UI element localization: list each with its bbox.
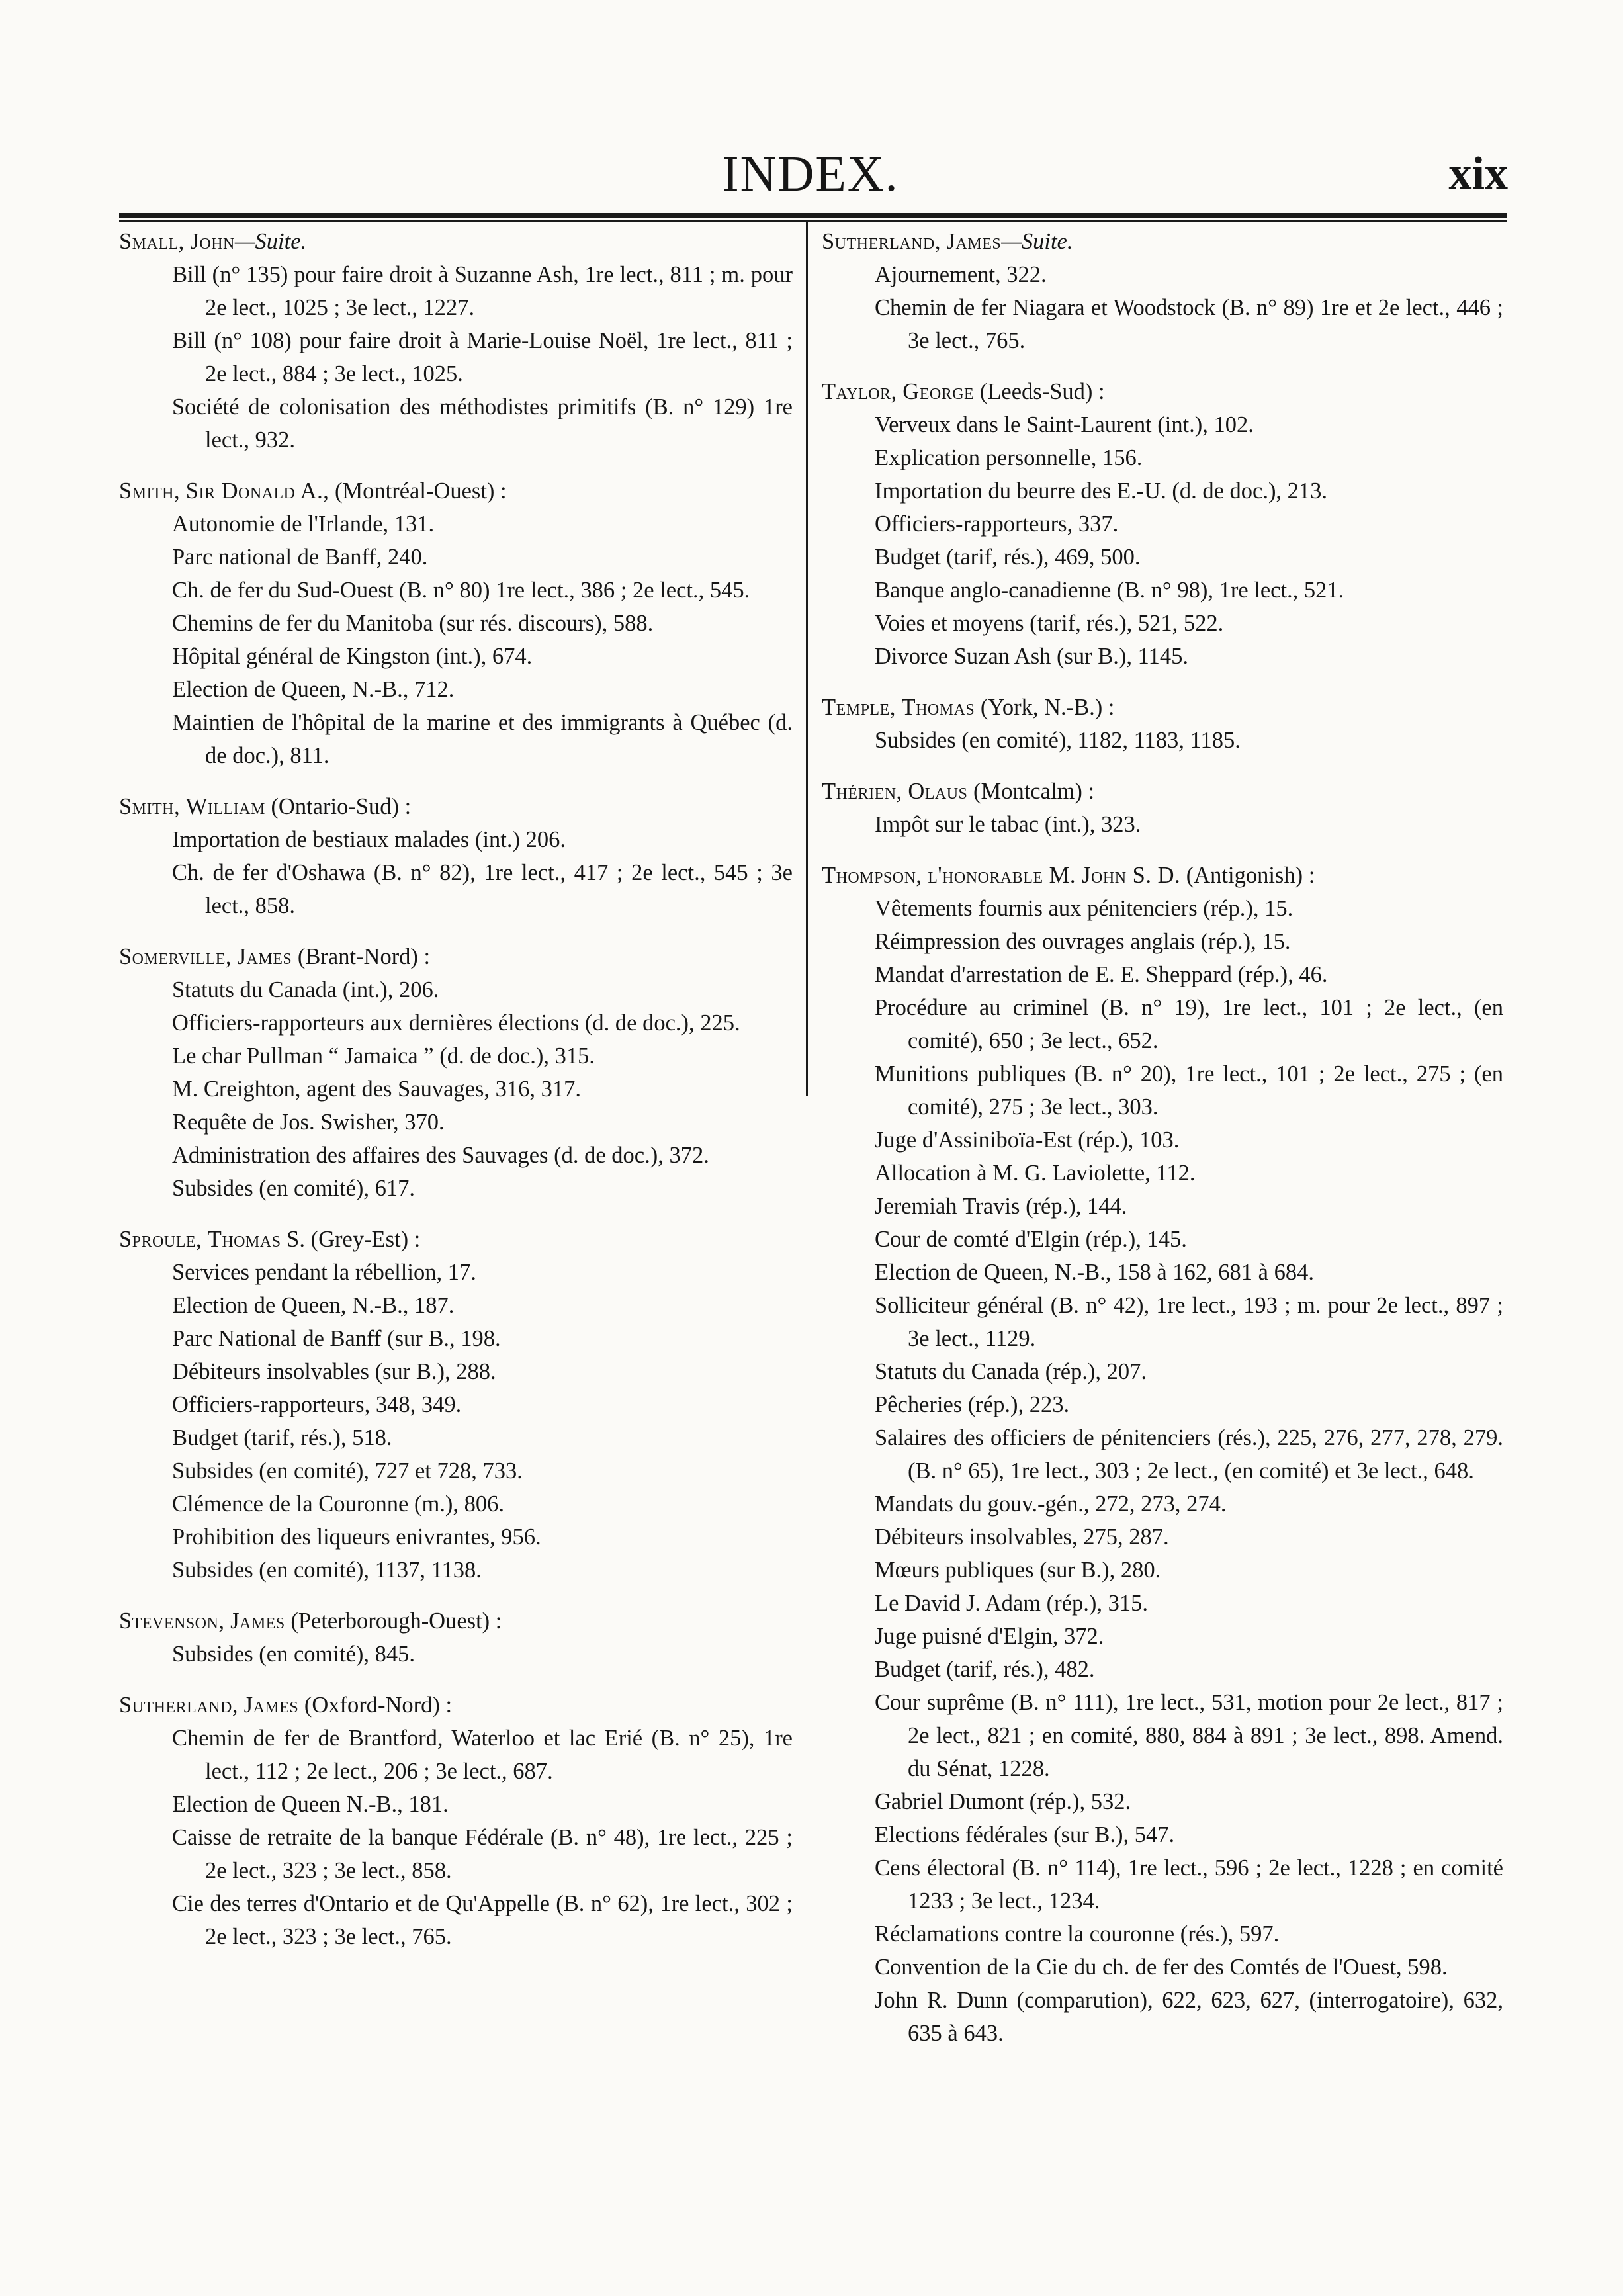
entry-item: Elections fédérales (sur B.), 547. bbox=[875, 1822, 1175, 1847]
entry-item: Budget (tarif, rés.), 518. bbox=[172, 1425, 392, 1450]
entry-heading bbox=[119, 1223, 793, 1256]
entry-given-name: George bbox=[902, 379, 975, 404]
entry-item: Munitions publiques (B. n° 20), 1re lect., 101 ; 2e lect., 275 ; (en comité), 275 ; 3e lect., 303. bbox=[875, 1061, 1503, 1120]
entry-item: Verveux dans le Saint-Laurent (int.), 102. bbox=[875, 412, 1254, 437]
entry-item: Explication personnelle, 156. bbox=[875, 445, 1143, 470]
entry-riding: (Leeds-Sud) : bbox=[979, 379, 1105, 404]
entry-item: Officiers-rapporteurs aux dernières élections (d. de doc.), 225. bbox=[172, 1010, 740, 1036]
entry-heading bbox=[119, 474, 793, 508]
entry-heading bbox=[119, 1605, 793, 1638]
entry-given-name: John bbox=[190, 229, 235, 254]
entry-item: Chemins de fer du Manitoba (sur rés. discours), 588. bbox=[172, 611, 654, 636]
entry-riding: (Montréal-Ouest) : bbox=[335, 478, 507, 504]
entry-item: Subsides (en comité), 1137, 1138. bbox=[172, 1558, 482, 1583]
entry-given-name: William bbox=[185, 794, 265, 819]
entry-suite: —Suite. bbox=[234, 229, 307, 254]
index-entry bbox=[822, 859, 1503, 2050]
entry-item: Vêtements fournis aux pénitenciers (rép.), 15. bbox=[875, 896, 1294, 921]
entry-item: Voies et moyens (tarif, rés.), 521, 522. bbox=[875, 611, 1224, 636]
entry-given-name: Olaus bbox=[908, 779, 968, 804]
entry-item: Chemin de fer de Brantford, Waterloo et lac Erié (B. n° 25), 1re lect., 112 ; 2e lect., 206 ; 3e lect., 687. bbox=[172, 1726, 793, 1784]
entry-item: Prohibition des liqueurs enivrantes, 956. bbox=[172, 1524, 541, 1550]
entry-surname: Temple, bbox=[822, 695, 896, 720]
entry-riding: (Ontario-Sud) : bbox=[271, 794, 412, 819]
entry-item: Mœurs publiques (sur B.), 280. bbox=[875, 1558, 1161, 1583]
entry-heading bbox=[119, 225, 793, 258]
header-rule bbox=[119, 213, 1507, 218]
index-entry bbox=[119, 940, 793, 1205]
entry-item: Impôt sur le tabac (int.), 323. bbox=[875, 812, 1141, 837]
entry-item: Parc national de Banff, 240. bbox=[172, 545, 428, 570]
entry-surname: Sutherland, bbox=[119, 1693, 238, 1718]
entry-item: Administration des affaires des Sauvages (d. de doc.), 372. bbox=[172, 1143, 709, 1168]
entry-item: Procédure au criminel (B. n° 19), 1re lect., 101 ; 2e lect., (en comité), 650 ; 3e lect., 652. bbox=[875, 995, 1503, 1053]
index-column-left bbox=[119, 225, 793, 1971]
entry-item: Réclamations contre la couronne (rés.), 597. bbox=[875, 1921, 1280, 1947]
entry-item: Statuts du Canada (rép.), 207. bbox=[875, 1359, 1147, 1384]
entry-heading bbox=[822, 225, 1503, 258]
entry-item: Divorce Suzan Ash (sur B.), 1145. bbox=[875, 644, 1188, 669]
entry-heading bbox=[119, 940, 793, 973]
entry-given-name: Thomas bbox=[207, 1227, 281, 1252]
column-separator bbox=[806, 220, 808, 1096]
entry-item: Subsides (en comité), 845. bbox=[172, 1642, 415, 1667]
entry-given-name: Sir Donald A., bbox=[185, 478, 329, 504]
entry-item: Hôpital général de Kingston (int.), 674. bbox=[172, 644, 533, 669]
entry-item: Gabriel Dumont (rép.), 532. bbox=[875, 1789, 1131, 1814]
entry-item: Election de Queen, N.-B., 187. bbox=[172, 1293, 455, 1318]
entry-riding: (Peterborough-Ouest) : bbox=[290, 1609, 502, 1634]
index-entry bbox=[119, 790, 793, 922]
entry-given-name: Thomas bbox=[901, 695, 975, 720]
entry-item: Débiteurs insolvables, 275, 287. bbox=[875, 1524, 1169, 1550]
entry-heading bbox=[822, 375, 1503, 408]
index-entry bbox=[822, 225, 1503, 357]
entry-item: Mandat d'arrestation de E. E. Sheppard (rép.), 46. bbox=[875, 962, 1328, 987]
entry-item: Allocation à M. G. Laviolette, 112. bbox=[875, 1161, 1196, 1186]
entry-item: Autonomie de l'Irlande, 131. bbox=[172, 511, 435, 537]
index-entry bbox=[119, 1223, 793, 1587]
entry-item: Subsides (en comité), 727 et 728, 733. bbox=[172, 1458, 523, 1483]
entry-heading bbox=[822, 859, 1503, 892]
entry-item: Ch. de fer d'Oshawa (B. n° 82), 1re lect., 417 ; 2e lect., 545 ; 3e lect., 858. bbox=[172, 860, 793, 918]
entry-item: Cens électoral (B. n° 114), 1re lect., 596 ; 2e lect., 1228 ; en comité 1233 ; 3e lect., 1234. bbox=[875, 1855, 1503, 1914]
entry-item: Budget (tarif, rés.), 469, 500. bbox=[875, 545, 1141, 570]
entry-item: Bill (n° 135) pour faire droit à Suzanne Ash, 1re lect., 811 ; m. pour 2e lect., 1025 ; 3e lect., 1227. bbox=[172, 262, 793, 320]
entry-heading bbox=[119, 1689, 793, 1722]
entry-item: Chemin de fer Niagara et Woodstock (B. n° 89) 1re et 2e lect., 446 ; 3e lect., 765. bbox=[875, 295, 1503, 353]
entry-item: Officiers-rapporteurs, 348, 349. bbox=[172, 1392, 462, 1417]
entry-item: Cie des terres d'Ontario et de Qu'Appelle (B. n° 62), 1re lect., 302 ; 2e lect., 323 ; 3e lect., 765. bbox=[172, 1891, 793, 1949]
entry-surname: Smith, bbox=[119, 478, 181, 504]
entry-item: Budget (tarif, rés.), 482. bbox=[875, 1657, 1095, 1682]
entry-item: Officiers-rapporteurs, 337. bbox=[875, 511, 1119, 537]
page-number: xix bbox=[1448, 148, 1508, 199]
entry-item: Mandats du gouv.-gén., 272, 273, 274. bbox=[875, 1491, 1227, 1517]
index-entry bbox=[119, 1689, 793, 1953]
entry-surname: Sutherland, bbox=[822, 229, 941, 254]
entry-item: M. Creighton, agent des Sauvages, 316, 317. bbox=[172, 1077, 582, 1102]
entry-surname: Stevenson, bbox=[119, 1609, 225, 1634]
entry-surname: Taylor, bbox=[822, 379, 897, 404]
entry-item: Convention de la Cie du ch. de fer des Comtés de l'Ouest, 598. bbox=[875, 1955, 1448, 1980]
entry-item: Pêcheries (rép.), 223. bbox=[875, 1392, 1070, 1417]
entry-item: Requête de Jos. Swisher, 370. bbox=[172, 1110, 445, 1135]
entry-item: Cour de comté d'Elgin (rép.), 145. bbox=[875, 1227, 1187, 1252]
entry-heading bbox=[822, 775, 1503, 808]
entry-riding: (Montcalm) : bbox=[973, 779, 1095, 804]
entry-riding: (Antigonish) : bbox=[1186, 863, 1315, 888]
entry-given-name: James bbox=[237, 944, 292, 969]
entry-item: Solliciteur général (B. n° 42), 1re lect., 193 ; m. pour 2e lect., 897 ; 3e lect., 1129. bbox=[875, 1293, 1503, 1351]
header-rule-thin bbox=[119, 220, 1507, 222]
entry-item: Caisse de retraite de la banque Fédérale (B. n° 48), 1re lect., 225 ; 2e lect., 323 ; 3e lect., 858. bbox=[172, 1825, 793, 1883]
entry-item: Le David J. Adam (rép.), 315. bbox=[875, 1591, 1148, 1616]
entry-item: Débiteurs insolvables (sur B.), 288. bbox=[172, 1359, 496, 1384]
entry-item: Le char Pullman “ Jamaica ” (d. de doc.), 315. bbox=[172, 1043, 595, 1069]
entry-item: Jeremiah Travis (rép.), 144. bbox=[875, 1194, 1127, 1219]
index-entry bbox=[822, 775, 1503, 841]
index-entry bbox=[822, 691, 1503, 757]
entry-surname: Somerville, bbox=[119, 944, 232, 969]
entry-surname: Smith, bbox=[119, 794, 181, 819]
entry-item: Réimpression des ouvrages anglais (rép.), 15. bbox=[875, 929, 1291, 954]
entry-item: Election de Queen N.-B., 181. bbox=[172, 1792, 449, 1817]
entry-surname: Small, bbox=[119, 229, 185, 254]
entry-given-name: James bbox=[230, 1609, 285, 1634]
entry-item: Ch. de fer du Sud-Ouest (B. n° 80) 1re lect., 386 ; 2e lect., 545. bbox=[172, 578, 750, 603]
entry-given-name: James bbox=[243, 1693, 299, 1718]
entry-item: Société de colonisation des méthodistes primitifs (B. n° 129) 1re lect., 932. bbox=[172, 394, 793, 453]
entry-surname: Sproule, bbox=[119, 1227, 202, 1252]
entry-item: Ajournement, 322. bbox=[875, 262, 1047, 287]
entry-heading bbox=[119, 790, 793, 823]
entry-item: Parc National de Banff (sur B., 198. bbox=[172, 1326, 501, 1351]
entry-riding: (York, N.-B.) : bbox=[980, 695, 1115, 720]
entry-riding: S. (Grey-Est) : bbox=[286, 1227, 421, 1252]
entry-item: Juge puisné d'Elgin, 372. bbox=[875, 1624, 1104, 1649]
page-header bbox=[0, 144, 1623, 204]
entry-item: Importation du beurre des E.-U. (d. de doc.), 213. bbox=[875, 478, 1328, 504]
entry-item: Statuts du Canada (int.), 206. bbox=[172, 977, 439, 1002]
index-entry bbox=[822, 375, 1503, 673]
entry-riding: (Oxford-Nord) : bbox=[304, 1693, 453, 1718]
index-entry bbox=[119, 225, 793, 457]
entry-item: Importation de bestiaux malades (int.) 206. bbox=[172, 827, 566, 852]
entry-suite: —Suite. bbox=[1001, 229, 1073, 254]
entry-surname: Thompson, bbox=[822, 863, 922, 888]
entry-item: Juge d'Assiniboïa-Est (rép.), 103. bbox=[875, 1127, 1180, 1153]
index-column-right bbox=[822, 225, 1503, 2068]
index-entry bbox=[119, 474, 793, 772]
entry-item: Subsides (en comité), 1182, 1183, 1185. bbox=[875, 728, 1241, 753]
entry-item: Subsides (en comité), 617. bbox=[172, 1176, 415, 1201]
index-entry bbox=[119, 1605, 793, 1671]
entry-given-name: l'honorable M. John S. D. bbox=[928, 863, 1181, 888]
entry-item: Banque anglo-canadienne (B. n° 98), 1re lect., 521. bbox=[875, 578, 1344, 603]
entry-item: Cour suprême (B. n° 111), 1re lect., 531, motion pour 2e lect., 817 ; 2e lect., 821 ; en comité, 880, 884 à 891 ; 3e lect., 898. Amend. du Sénat, 1228. bbox=[875, 1690, 1503, 1781]
entry-heading bbox=[822, 691, 1503, 724]
entry-riding: (Brant-Nord) : bbox=[297, 944, 431, 969]
entry-item: Bill (n° 108) pour faire droit à Marie-Louise Noël, 1re lect., 811 ; 2e lect., 884 ; 3e lect., 1025. bbox=[172, 328, 793, 386]
entry-item: Maintien de l'hôpital de la marine et des immigrants à Québec (d. de doc.), 811. bbox=[172, 710, 793, 768]
entry-given-name: James bbox=[946, 229, 1002, 254]
entry-item: Salaires des officiers de pénitenciers (rés.), 225, 276, 277, 278, 279. (B. n° 65), 1re lect., 303 ; 2e lect., (en comité) et 3e lect., 648. bbox=[875, 1425, 1503, 1483]
entry-item: John R. Dunn (comparution), 622, 623, 627, (interrogatoire), 632, 635 à 643. bbox=[875, 1988, 1503, 2046]
entry-item: Election de Queen, N.-B., 712. bbox=[172, 677, 455, 702]
page-title: INDEX. bbox=[722, 146, 899, 202]
entry-item: Election de Queen, N.-B., 158 à 162, 681 à 684. bbox=[875, 1260, 1314, 1285]
entry-surname: Thérien, bbox=[822, 779, 902, 804]
entry-item: Services pendant la rébellion, 17. bbox=[172, 1260, 476, 1285]
entry-item: Clémence de la Couronne (m.), 806. bbox=[172, 1491, 505, 1517]
